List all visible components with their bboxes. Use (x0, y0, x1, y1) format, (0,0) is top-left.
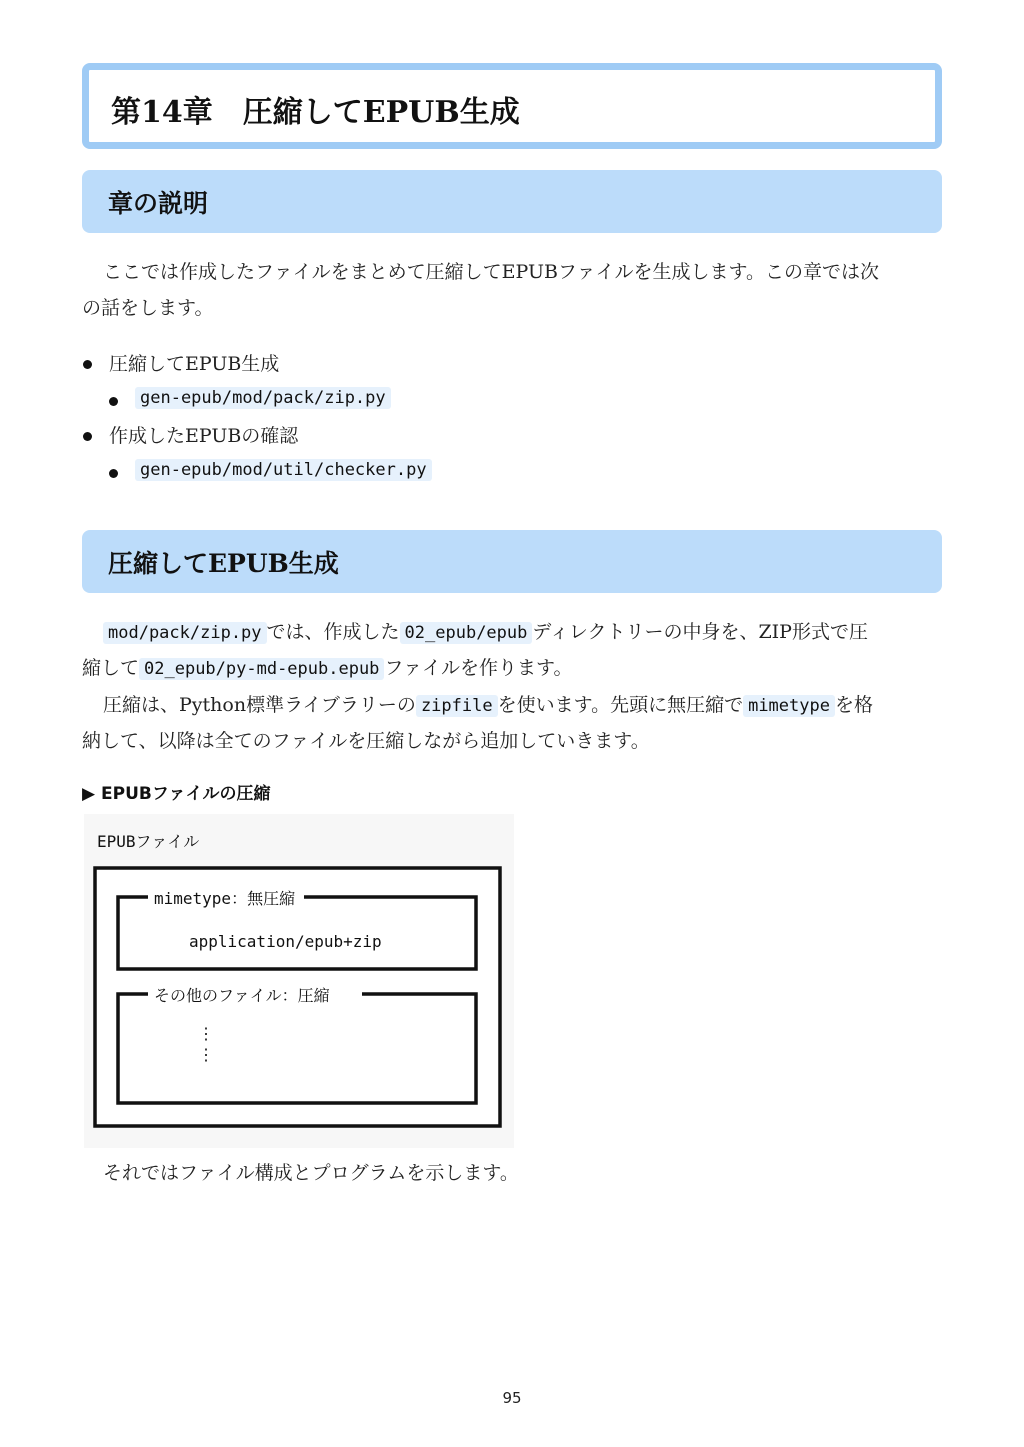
list-item (109, 421, 298, 448)
figure-caption: ▶ EPUBファイルの圧縮 (82, 784, 271, 804)
list-item (109, 349, 279, 376)
inline-code: mod/pack/zip.py (103, 622, 267, 644)
chapter-title-box (82, 63, 942, 149)
list-item-label: 作成したEPUBの確認 (109, 425, 299, 447)
bullet-dot (109, 397, 118, 406)
inline-code: zipfile (416, 695, 498, 717)
section-heading-label: 章の説明 (108, 189, 209, 218)
text-run: ディレクトリーの中身を、ZIP形式で圧 (532, 621, 868, 643)
section-heading-label: 圧縮してEPUB生成 (108, 549, 339, 578)
inline-code: mimetype (743, 695, 835, 717)
bullet-dot (83, 360, 92, 369)
figure-outer-label: EPUBファイル (97, 832, 200, 851)
text-run: 圧縮は、Python標準ライブラリーの (103, 694, 416, 716)
other-files-box (118, 994, 476, 1103)
text-run: では、作成した (266, 621, 400, 643)
other-files-box-label: その他のファイル：圧縮 (154, 986, 330, 1005)
epub-compression-figure (84, 814, 514, 1148)
section-heading-compress-epub (82, 530, 942, 593)
epub-structure-diagram (84, 814, 514, 1148)
list-item-sub (135, 386, 391, 408)
paragraph-line (82, 723, 944, 759)
paragraph-zip-overview (82, 614, 944, 686)
list-item-label: 圧縮してEPUB生成 (109, 353, 280, 375)
intro-paragraph (82, 254, 944, 326)
intro-line-1: ここでは作成したファイルをまとめて圧縮してEPUBファイルを生成します。この章では次 (103, 261, 880, 283)
ellipsis-vertical-2: ⋮ (198, 1045, 214, 1064)
section-heading-chapter-description (82, 170, 942, 233)
closing-paragraph (82, 1155, 944, 1191)
bullet-dot (83, 432, 92, 441)
text-run: を格 (834, 694, 873, 716)
text-run: 縮して (82, 657, 140, 679)
file-path-code: gen-epub/mod/util/checker.py (135, 459, 432, 481)
mimetype-box-content: application/epub+zip (189, 932, 382, 951)
inline-code: 02_epub/epub (400, 622, 533, 644)
text-run: を使います。先頭に無圧縮で (497, 694, 744, 716)
text-run: ファイルを作ります。 (384, 657, 573, 679)
paragraph-zipfile (82, 687, 944, 759)
text-run: 納して、以降は全てのファイルを圧縮しながら追加していきます。 (82, 730, 650, 752)
closing-line: それではファイル構成とプログラムを示します。 (103, 1162, 519, 1184)
paragraph-line (82, 614, 944, 650)
list-item-sub (135, 458, 432, 480)
ellipsis-vertical-1: ⋮ (198, 1024, 214, 1043)
bullet-dot (109, 469, 118, 478)
inline-code: 02_epub/py-md-epub.epub (139, 658, 384, 680)
file-path-code: gen-epub/mod/pack/zip.py (135, 387, 391, 409)
intro-line-2: の話をします。 (82, 297, 214, 319)
paragraph-line (82, 687, 944, 723)
mimetype-box-label: mimetype：無圧縮 (154, 889, 296, 908)
page-number: 95 (502, 1389, 522, 1407)
chapter-title: 第14章 圧縮してEPUB生成 (111, 95, 520, 130)
paragraph-line (82, 650, 944, 686)
